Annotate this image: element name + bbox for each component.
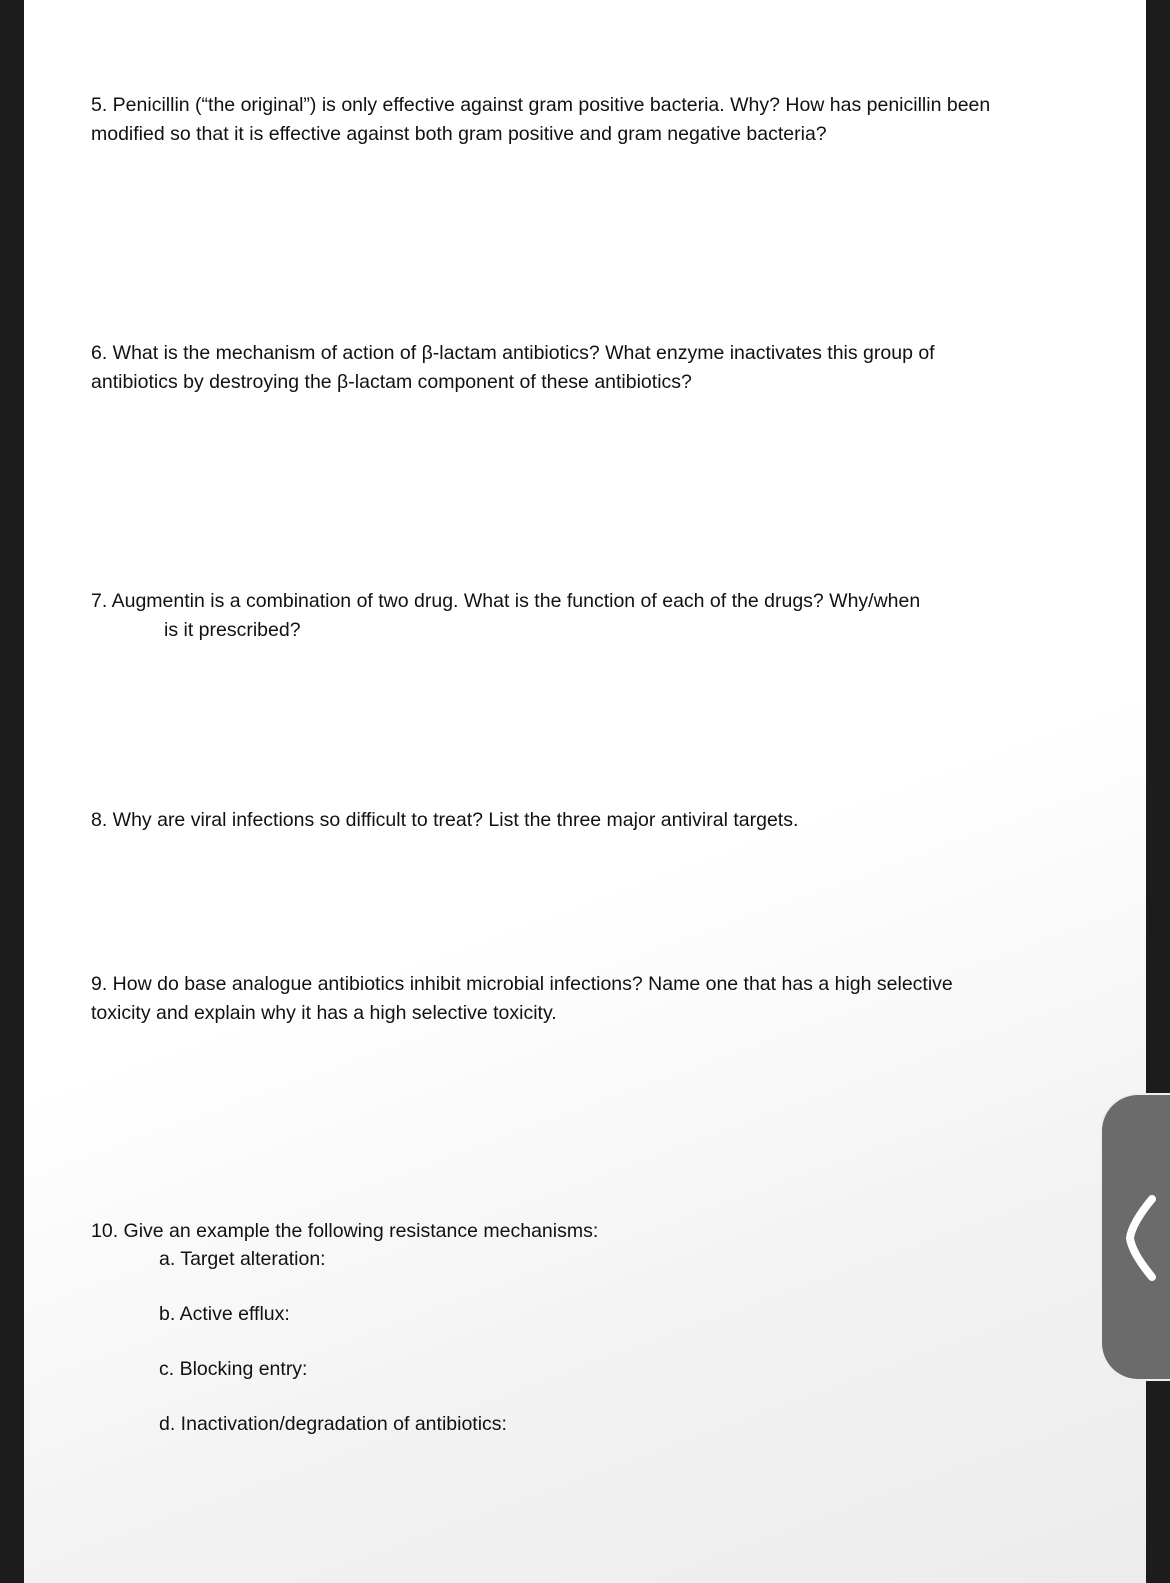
- question-7-line-1: 7. Augmentin is a combination of two drug. What is the function of each of the drugs? Why/when: [91, 590, 921, 612]
- question-10-item-a: a. Target alteration:: [159, 1248, 326, 1270]
- question-10: [91, 1217, 1081, 1246]
- question-9-line-1: 9. How do base analogue antibiotics inhibit microbial infections? Name one that has a high selective: [91, 973, 953, 995]
- document-page: [24, 0, 1146, 1583]
- question-6-line-1: 6. What is the mechanism of action of β-lactam antibiotics? What enzyme inactivates this group of: [91, 342, 935, 364]
- question-5-line-2: modified so that it is effective against both gram positive and gram negative bacteria?: [91, 123, 827, 145]
- question-8-line-1: 8. Why are viral infections so difficult to treat? List the three major antiviral targets.: [91, 809, 799, 831]
- question-8: [91, 806, 1081, 835]
- chevron-left-icon: [1124, 1195, 1158, 1281]
- question-6: [91, 339, 1081, 397]
- question-10-line-1: 10. Give an example the following resistance mechanisms:: [91, 1220, 599, 1242]
- question-5: [91, 91, 1081, 149]
- question-9-line-2: toxicity and explain why it has a high selective toxicity.: [91, 1002, 557, 1024]
- side-panel-toggle[interactable]: [1100, 1093, 1170, 1381]
- question-9: [91, 970, 1081, 1028]
- question-7-line-2: is it prescribed?: [164, 619, 301, 641]
- question-7: [91, 587, 1081, 645]
- question-10-item-c: c. Blocking entry:: [159, 1358, 308, 1380]
- question-5-line-1: 5. Penicillin (“the original”) is only effective against gram positive bacteria. Why? How has penicillin been: [91, 94, 991, 116]
- question-6-line-2: antibiotics by destroying the β-lactam component of these antibiotics?: [91, 371, 692, 393]
- question-10-item-d: d. Inactivation/degradation of antibiotics:: [159, 1413, 507, 1435]
- question-10-item-b: b. Active efflux:: [159, 1303, 290, 1325]
